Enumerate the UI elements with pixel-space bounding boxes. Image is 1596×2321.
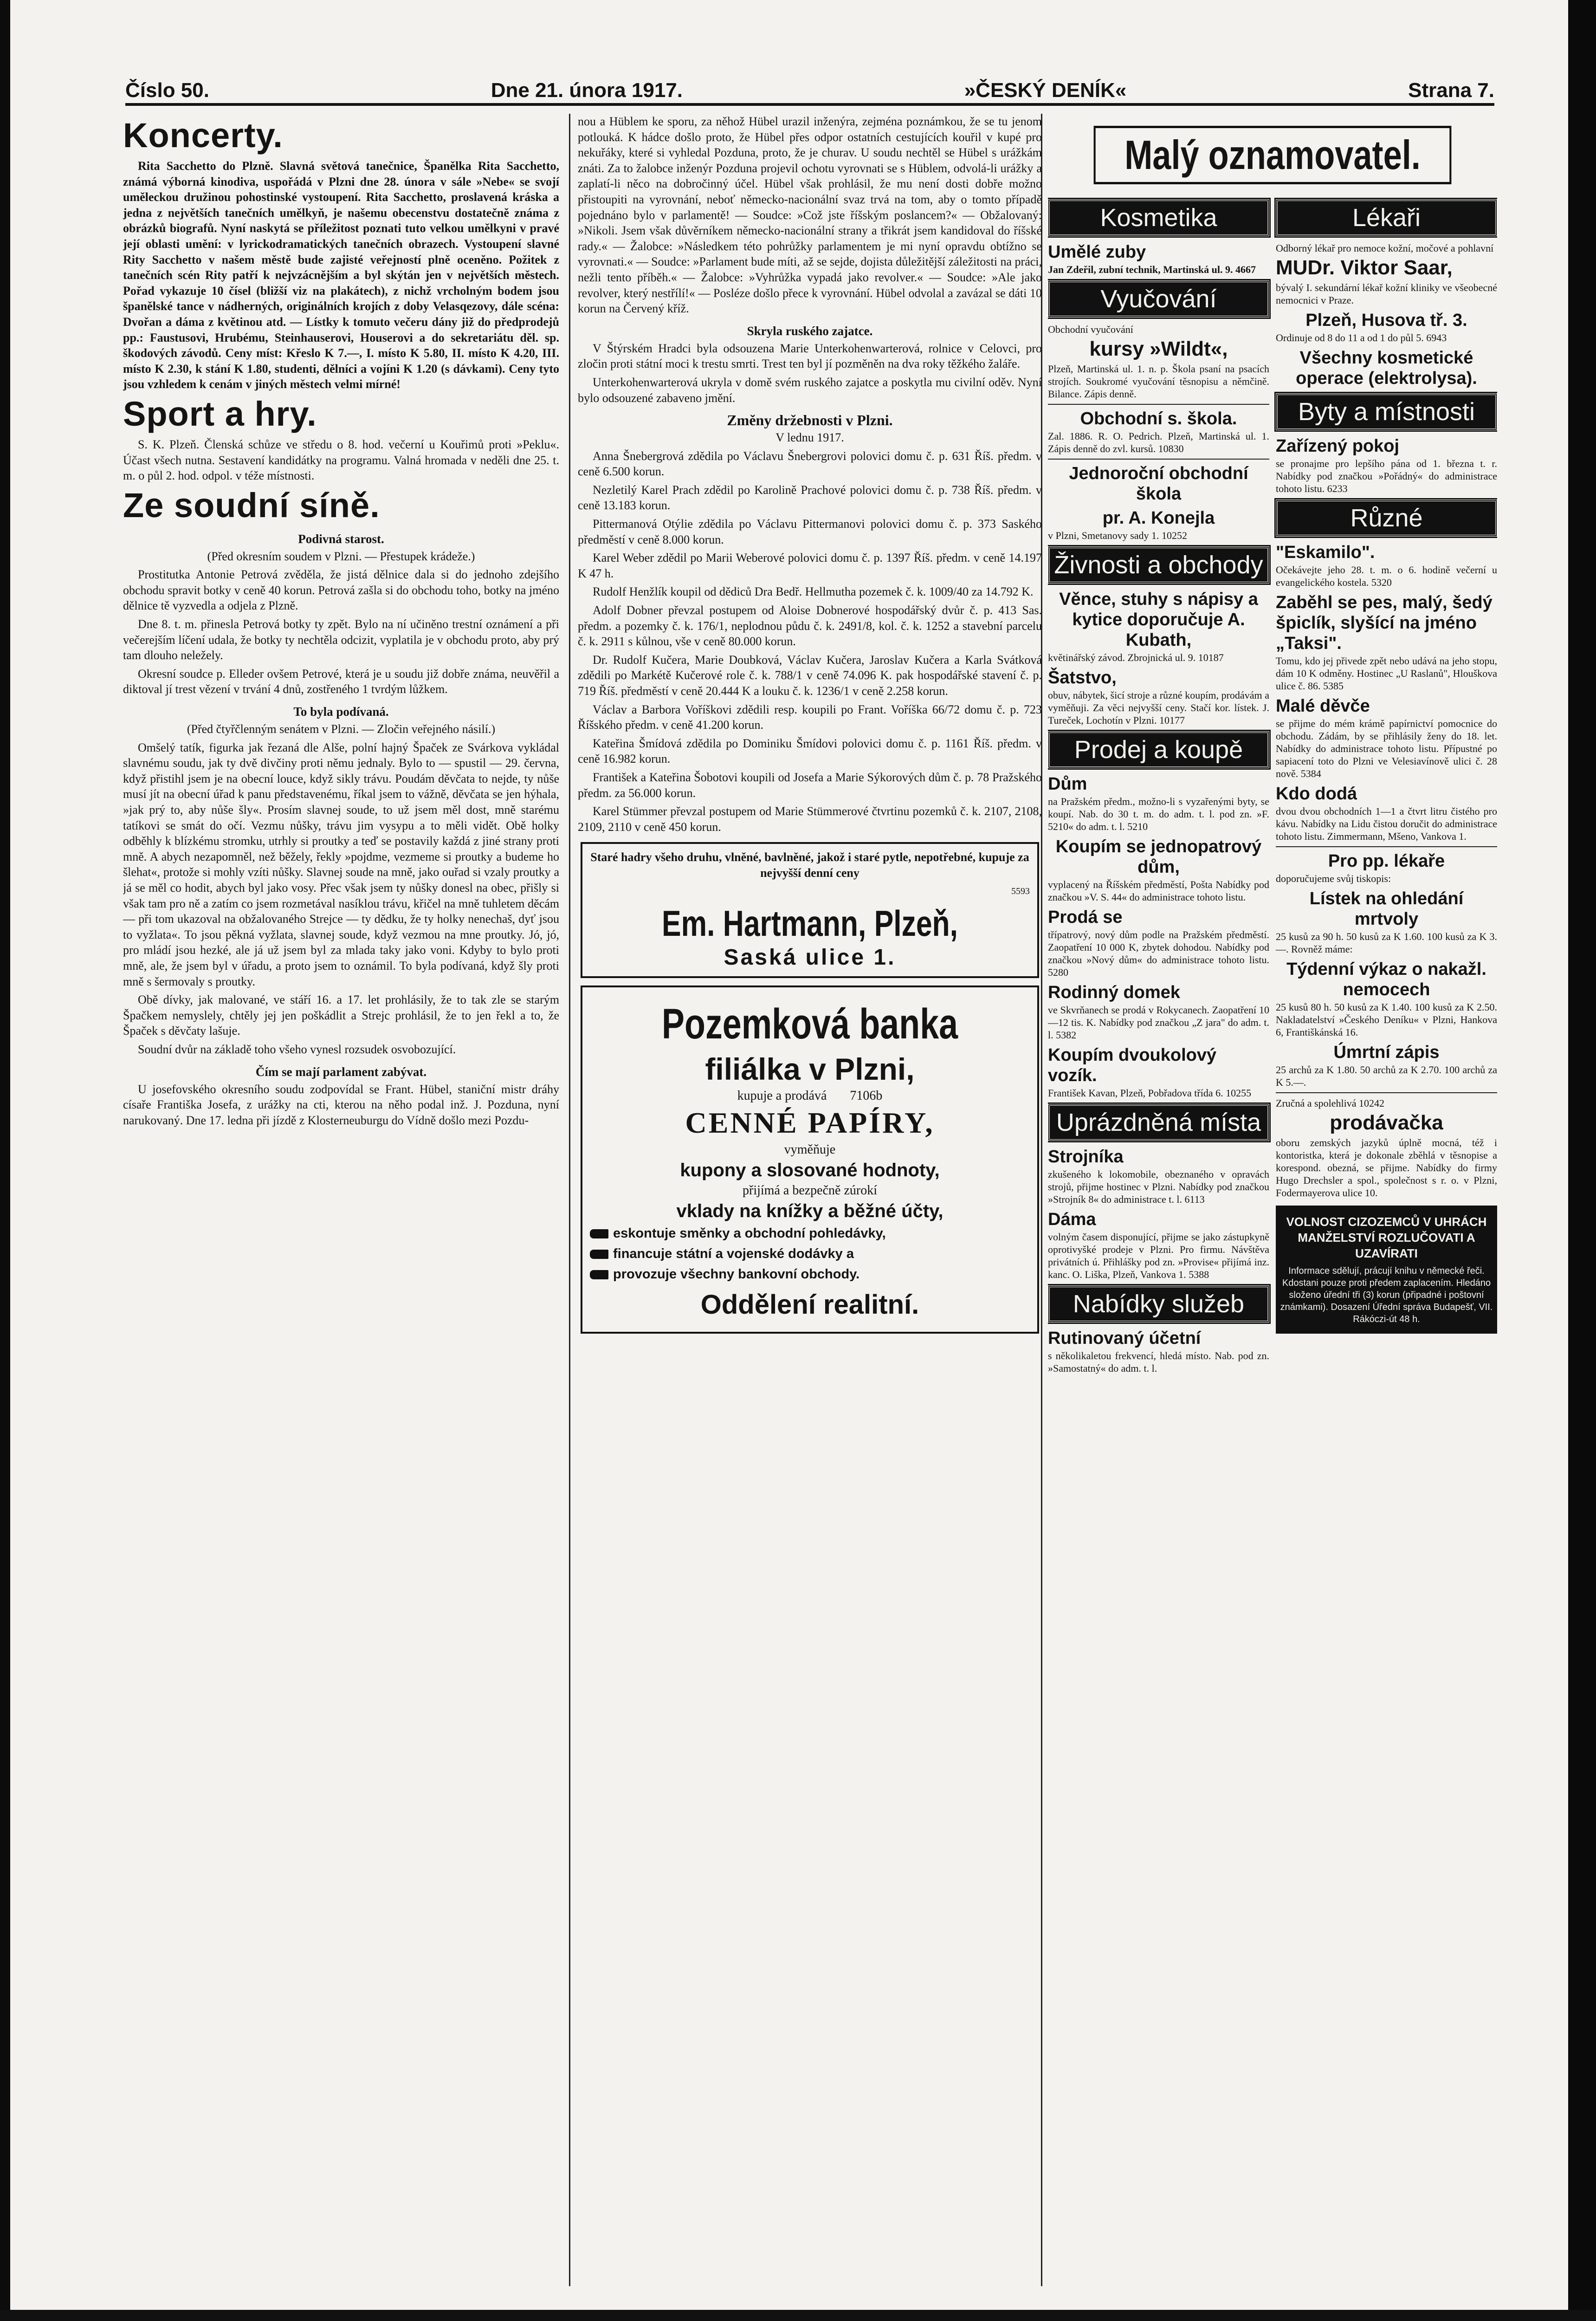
article-title: Změny držebnosti v Plzni. [727,412,893,429]
section-banner-ruzne: Různé [1276,499,1497,537]
ad-text: se přijme do mém krámě papírnictví pomocnice do obchodu. Zádám, by se přihlásily ženy do 18. let. Nabídky do administrace tohoto listu. Přípustné po sapiacení toto do Plzni ve Velesiavínově ulici č. 28 nově. 5384 [1276,718,1497,779]
pointing-hand-icon [590,1270,608,1279]
ad-text: volným časem disponující, přijme se jako zástupkyně oprotivyšké prodeje v Plzni. Pro firmu. Návštěva privátních ú. Přihlášky pod zn. »Provise« přijímá inz. kanc. O. Liška, Plzeň, Vankova 1. 5388 [1048,1231,1269,1280]
ad-heading: Koupím dvoukolový vozík. [1048,1045,1217,1085]
property-entry: Kateřina Šmídová zdědila po Dominiku Šmídovi polovici domu č. p. 1161 Říš. předm. v ceně 16.982 korun. [578,736,1042,766]
section-banner-uprazdnena: Uprázdněná místa [1048,1104,1269,1141]
page-number: Strana 7. [1408,79,1494,102]
sport-article: S. K. Plzeň. Členská schůze ve středu o 8. hod. večerní u Kouřimů proti »Peklu«. Účast všech nutna. Sestavení kandidátky na programu. Valná hromada v neděli dne 25. t. m. o půl 2. hod. odpol. v téže místnosti. [123,437,559,483]
ad-heading: Týdenní výkaz o nakažl. nemocech [1286,960,1486,999]
ad-text: na Pražském předm., možno-li s vyzařenými byty, se koupí. Nab. do 30 t. m. do adm. t. l. pod zn. »F. 5210« do adm. t. l. 5210 [1048,796,1269,832]
divorce-ad [1276,1206,1497,1334]
ad-heading: Kdo dodá [1276,784,1357,804]
ad-heading: Plzeň, Husova tř. 3. [1305,311,1467,330]
scan-bottom-edge [0,2310,1596,2321]
property-entry: Karel Stümmer převzal postupem od Marie Stümmerové čtvrtinu pozemků č. k. 2107, 2108, 2109, 2110 v ceně 450 korun. [578,804,1042,834]
property-entry: Anna Šnebergrová zdědila po Václavu Šnebergrovi polovici domu č. p. 631 Říš. předm. v ceně 6.500 korun. [578,449,1042,479]
ad-heading: Strojníka [1048,1147,1124,1167]
ad-heading: MUDr. Viktor Saar, [1276,256,1453,279]
bank-text: vyměňuje [784,1142,836,1157]
ad-heading: Jednoroční obchodní škola [1069,464,1248,504]
classifieds-left [1048,194,1269,1376]
ad-text: v Plzni, Smetanovy sady 1. 10252 [1048,530,1188,541]
bank-securities: CENNÉ PAPÍRY, [685,1106,935,1140]
ad-heading: Šatstvo, [1048,668,1117,687]
ad-text: oboru zemských jazyků úplně mocná, též i kontoristka, která je dokonale zběhlá v těsnopise a korespond. obezná, se přijme. Nabídky do firmy Hugo Drechsler a spol., společnost s r. o. v Plzni, Fodermayerova ulice 10. [1276,1137,1497,1199]
article-title: Čím se mají parlament zabývat. [255,1064,427,1079]
issue-number: Číslo 50. [125,79,209,102]
ad-text: František Kavan, Plzeň, Pobřadova třída 6. 10255 [1048,1087,1252,1099]
property-entry: Václav a Barbora Voříškovi zdědili resp. koupili po Frant. Voříška 66/72 domu č. p. 723 Říšského předm. v ceně 41.200 korun. [578,702,1042,732]
section-banner-kosmetika: Kosmetika [1048,199,1269,236]
newspaper-name: »ČESKÝ DENÍK« [964,79,1127,102]
article-subtitle: (Před okresním soudem v Plzni. — Přestupek krádeže.) [207,549,475,563]
ad-heading: Dáma [1048,1210,1096,1229]
property-entry: Adolf Dobner převzal postupem od Aloise Dobnerové hospodářský dvůr č. p. 413 Sas. předm. a pozemky č. k. 176/1, neplodnou půdu č. k. 2491/8, kol. č. k. 1252 a stavební parcelu č. k. 2911 s kůlnou, vše v ceně 80.000 korun. [578,603,1042,648]
ad-text: Ordinuje od 8 do 11 a od 1 do půl 5. 6943 [1276,332,1447,344]
ad-text: Zručná a spolehlivá 10242 [1276,1097,1384,1109]
ad-heading: Všechny kosmetické operace (elektrolysa). [1296,348,1477,388]
scan-left-edge [0,0,10,2321]
section-banner-zivnosti: Živnosti a obchody [1048,546,1269,583]
ad-divider [1048,459,1269,460]
ad-heading: Rutinovaný účetní [1048,1329,1201,1348]
ad-text: Tomu, kdo jej přivede zpět nebo udává na jeho stopu, dám 10 K odměny. Hostinec „U Raslanů", Hlouškova ulice č. 86. 5385 [1276,655,1497,692]
article-paragraph: Unterkohenwarterová ukryla v domě svém ruského zajatce a poskytla mu civilní oděv. Nyní bylo odsouzené zabaveno jmění. [578,375,1042,405]
ad-text: Očekávejte jeho 28. t. m. o 6. hodině večerní u evangelického kostela. 5320 [1276,564,1497,588]
ad-divider [1276,1092,1497,1093]
ad-heading: Věnce, stuhy s nápisy a kytice doporučuje A. Kubath, [1059,590,1258,650]
article-paragraph: Obě dívky, jak malované, ve stáří 16. a 17. let prohlásily, že to tak zle se starým Špačkem nemyslely, chtěly jej jen poškádlit a Strejc prohlásil, že to jen řekl a to, že Špaček s děvčaty lašuje. [123,993,559,1038]
column-rule-1 [569,114,570,2286]
soud-heading: Ze soudní síně. [123,486,380,525]
article-paragraph: V Štýrském Hradci byla odsouzena Marie Unterkohenwarterová, rolnice v Celovci, pro zločin proti státní moci k trestu smrti. Trest ten byl jí pozměněn na dva roky těžkého žaláře. [578,341,1042,371]
ad-text: zkušeného k lokomobile, obeznaného v opravách strojů, přijme hostinec v Plzni. Nabídky pod značkou »Strojník 8« do administrace t. l. 6113 [1048,1168,1269,1205]
article-subtitle: V lednu 1917. [775,431,844,445]
issue-date: Dne 21. února 1917. [491,79,683,102]
ad-text: květinářský závod. Zbrojnická ul. 9. 10187 [1048,652,1224,663]
divorce-ad-heading: VOLNOST CIZOZEMCŮ V UHRÁCH MANŽELSTVÍ ROZLUČOVATI A UZAVÍRATI [1286,1215,1487,1260]
ad-heading: Úmrtní zápis [1333,1043,1440,1062]
scan-right-edge [1568,0,1596,2321]
article-paragraph: Omšelý tatík, figurka jak řezaná dle Alše, polní hajný Špaček ze Svárkova vykládal slavnému soudu, jak ty dvě divčiny proti němu jednaly. Bylo to — spustil — 29. června, když přistihl jsem je na obecní louce, když sikly trávu. Poudám děvčata to nejde, ty nůše musí jít na obecní úřad k panu představenému, říkal jsem to vážně, děvčata se jen hýhala, »jak prý to, aby nůše šly«. Prosím slavnej soude, to už jsem měl dost, mně starému tatíkovi se smát do očí. Vezmu nůšky, trávu jim vysypu a to měli vidět. Obě holky odběhly k blízkému stromku, utrhly si proutky a teď se postavily každá z jiné strany proti mně. A abych nezapomněl, než běžely, řekly »pojdme, vezmeme si proutky a budeme ho šlehat«, protože si mohly vzíti nůšky. Slavnej soude na mně, jako ouřad si vzaly proutky a já se měl co hodit, abych byl jako vosy. Přec však jsem ty nůšky donesl na obec, přišly si však tam pro ně a zatím co jsem rozmetával nasíklou trávu, křičel na mně tuhletem děcám — při tom ukazoval na obžalovaného Strejce — ty dědku, že ty holky nenechaš, dyť jsou to vyžlata«. To jsou pěkná vyžlata, slavnej soude, když vezmou na mne proutky. Jó, jó, pro mládí jsou hezké, ale já už jsem byl za mlada taky jako voni. Kdyby to bylo proti mně, ale, že jsem byl v úřadu, a proto jsem to oznámil. To byla podívaná, když šly proti mně s šermovaly s proutky. [123,740,559,988]
divorce-ad-text: Informace sdělují, prácují knihu v německé řeči. Kdostani pouze proti předem zaplacením. Hledáno složeno úřední tři (3) korun (připadné i poštovní známkami). Dosazení Úřední správa Budapešť, VII. Rákóczi-út 48 h. [1280,1266,1493,1324]
article-paragraph: Soudní dvůr na základě toho všeho vynesl rozsudek osvobozující. [138,1042,456,1056]
pointing-hand-icon [590,1250,608,1259]
ad-text: Zal. 1886. R. O. Pedrich. Plzeň, Martinská ul. 1. Zápis denně do zvl. kursů. 10830 [1048,430,1269,454]
ad-text: Obchodní vyučování [1048,324,1133,335]
page-header [125,70,1494,102]
ad-text: Plzeň, Martinská ul. 1. n. p. Škola psaní na psacích strojích. Soukromé vyučování těsnopisu a němčině. Bilance. Zápis denně. [1048,363,1269,400]
bank-name: Pozemková banka [661,1000,958,1048]
section-banner-lekari: Lékaři [1276,199,1497,236]
section-banner-prodej: Prodej a koupě [1048,731,1269,768]
header-rule [125,103,1494,106]
property-entry: František a Kateřina Šobotovi koupili od Josefa a Marie Sýkorových dům č. p. 78 Pražského předm. za 56.000 korun. [578,770,1042,800]
ad-company: Em. Hartmann, Plzeň, [661,903,958,944]
ad-heading: Prodá se [1048,908,1123,927]
ad-text: 25 kusů 80 h. 50 kusů za K 1.40. 100 kusů za K 2.50. Nakladatelství »Českého Deníku« v Plzni, Hankova 6, Františkánská 16. [1276,1001,1497,1038]
ad-text: doporučujeme svůj tiskopis: [1276,873,1391,884]
ad-number: 5593 [1011,886,1030,896]
bank-ad [581,985,1039,1334]
bank-service: provozuje všechny bankovní obchody. [613,1267,860,1282]
bank-text: přijímá a bezpečně zúrokí [743,1183,877,1198]
ad-heading: Zaběhl se pes, malý, šedý špiclík, slyšící na jméno „Taksi". [1276,593,1493,653]
article-paragraph: Prostitutka Antonie Petrová zvěděla, že jistá dělnice dala si do jednoho zdejšího obchodu spravit botky v ceně 40 korun. Petrová zašla si do obchodu toho, botky na jméno dělnice tě vyzvedla a odjela z Plzně. [123,568,559,613]
ad-text: Odborný lékař pro nemoce kožní, močové a pohlavní [1276,242,1494,254]
ad-heading: Umělé zuby [1048,242,1146,262]
article-paragraph: nou a Hüblem ke sporu, za něhož Hübel urazil inženýra, zejména poznámkou, že se tu jenom potlouká. K hádce došlo proto, že Hübel přes odpor ostatních cestujících kouřil v kupé pro nekuřáky, které si vyhledal Pozduna, proto, že je churav. U soudu nechtěl se Hübel s urážkám znáti. Za to žalobce inženýr Pozduna projevil ochotu vyrovnati se s Hüblem, odvolá-li urážky a zaplatí-li něco na dobročinný účel. Hübel však prohlásil, že mu není dosti dobře možno přistoupiti na vyrovnání, neboť německo-nacionální svaz trvá na tom, aby o tomto případě pojednáno bylo v parlamentě! — Soudce: »Což jste říšským poslancem?« — Obžalovaný: »Nikoli. Jsem však důvěrníkem německo-nacionální strany a třikrát jsem kandidoval do říšské rady.« — Žalobce: »Následkem této pohrůžky parlamentem je mi nyní opravdu obtížno se vyrovnati.« — Soudce: »Parlament bude míti, až se sejde, dojista důležitější záležitosti na práci, nežli tento příběh.« — Žalobce: »Vyhrůžka vypadá jako revolver.« — Soudce: »Ale jako revolver, který nestřílí!« — Posléze došlo přece k vyrovnání. Hübel odvolal a zavázal se dáti 10 korun na Červený kříž. [578,115,1042,316]
article-paragraph: U josefovského okresního soudu zodpovídal se Frant. Hübel, staniční mistr dráhy císaře Františka Josefa, z urážky na cti, kterou na něho podal inž. J. Pozduna, nyní narukovaný. Dne 17. ledna při jízdě z Klosterneuburgu do Vídně došlo mezi Pozdu- [123,1082,559,1127]
ad-text: bývalý I. sekundární lékař kožní kliniky ve všeobecné nemocnici v Praze. [1276,282,1497,306]
pointing-hand-icon [590,1229,608,1238]
bank-deposits: vklady na knížky a běžné účty, [676,1201,943,1222]
ad-text: vyplacený na Říšském předměstí, Pošta Nabídky pod značkou »V. S. 44« do administrace tohoto listu. [1048,879,1269,903]
ad-heading: Zařízený pokoj [1276,436,1400,456]
ad-text: dvou dvou obchodních 1—1 a čtvrt litru čistého pro kávu. Nabídky na Lidu čistou doručit do administrace tohoto listu. Zimmermann, Mšeno, Vankova 1. [1276,805,1497,842]
property-entry: Nezletilý Karel Prach zdědil po Karolině Prachové polovici domu č. p. 738 Říš. předm. v ceně 13.183 korun. [578,483,1042,512]
classifieds-right [1276,194,1497,1376]
koncerty-article: Rita Sacchetto do Plzně. Slavná světová tanečnice, Španělka Rita Sacchetto, známá výborná kinodiva, uspořádá v Plzni dne 28. února v sále »Nebe« se svojí uměleckou družinou pohostinské vystoupení. Rita Sacchetto, proslavená kráska a jedna z největších tanečních umělkyň, je našemu obecenstvu dostatečně známa z obrázků biografů. Nyní naskytá se příležitost poznati tuto velkou umělkyni v pravé její oblasti umění: v lyrickodramatických tanečních obrazech. Vystoupení slavné Rity Sacchetto v našem městě bude zajisté veřejností plně oceněno. Požitek z tanečních scén Rity patří k nejvzácnějším a byl skýtán jen v největších městech. Pořad vykazuje 10 čísel (bližší viz na plakátech), z nichž vrcholným bodem jsou španělské tance v nádherných, originálních krojích z doby Velasqezovy, dále scéna: Dvořan a dáma z květinou atd. — Lístky k tomuto večeru dány již do předprodejů pp.: Faustusovi, Hrubému, Steinhauserovi, Houserovi a do sekretariátu děl. sp. škodových závodů. Ceny míst: Křeslo K 7.—, I. místo K 5.80, II. místo K 4.20, III. místo K 2.30, k stání K 1.80, studenti, dělníci a vojíni K 1.20 (s dávkami). Ceny tyto jsou vzhledem k cenám v jiných městech velmi mírné! [123,159,559,391]
property-entry: Karel Weber zdědil po Marii Weberové polovici domu č. p. 1397 Říš. předm. v ceně 14.197 K 47 h. [578,551,1042,580]
article-subtitle: (Před čtyřčlenným senátem v Plzni. — Zločin veřejného násilí.) [187,722,496,736]
hartmann-ad [581,842,1039,978]
article-title: To byla podívaná. [293,705,389,719]
bank-branch: filiálka v Plzni, [705,1052,915,1087]
bank-coupons: kupony a slosované hodnoty, [680,1160,940,1181]
ad-heading: Lístek na ohledání mrtvoly [1309,889,1464,929]
ad-text: 25 kusů za 90 h. 50 kusů za K 1.60. 100 kusů za K 3.—. Rovněž máme: [1276,931,1497,955]
bank-service: financuje státní a vojenské dodávky a [613,1246,854,1262]
ad-heading: Obchodní s. škola. [1080,409,1237,428]
ad-text: ve Skvrňanech se prodá v Rokycanech. Zaopatření 10—12 tis. K. Nabídky pod značkou „Z jara" do adm. t. l. 5382 [1048,1004,1269,1041]
ad-heading: Malé děvče [1276,696,1370,716]
property-entry: Dr. Rudolf Kučera, Marie Doubková, Václav Kučera, Jaroslav Kučera a Karla Svátková zdědili po Markétě Kučerové role č. k. 788/1 v ceně 74.096 K. pak hospodářské stavení č. p. 719 Říš. předměstí v ceně 20.444 K a louku č. k. 1236/1 v ceně 2.258 korun. [578,653,1042,698]
ad-divider [1276,846,1497,847]
article-title: Skryla ruského zajatce. [747,324,873,338]
column-3-classifieds [1048,114,1497,2286]
column-1 [123,114,559,2286]
ad-heading: Koupím se jednopatrový dům, [1055,837,1262,877]
article-title: Podivná starost. [298,532,384,546]
property-entry: Rudolf Henžlík koupil od dědiců Dra Bedř. Hellmutha pozemek č. k. 1009/40 za 14.792 K. [593,585,1034,599]
ad-heading: Pro pp. lékaře [1328,851,1445,871]
article-paragraph: Dne 8. t. m. přinesla Petrová botky ty zpět. Bylo na ní učiněno trestní oznámení a při večerejším líčení udala, že botky ty nechtěla odcizit, vyplatila je v obchodu proto, aby prý tam dlouho neležely. [123,617,559,662]
bank-real-estate: Oddělení realitní. [700,1290,919,1320]
ad-text: Jan Zdeřil, zubní technik, Martinská ul. 9. 4667 [1048,264,1256,275]
koncerty-heading: Koncerty. [123,116,283,155]
ad-text: 25 archů za K 1.80. 50 archů za K 2.70. 100 archů za K 5.—. [1276,1064,1497,1088]
bank-service: eskontuje směnky a obchodní pohledávky, [613,1226,886,1241]
ad-text: třípatrový, nový dům podle na Pražském předměstí. Zaopatření 10 000 K, zbytek dohodou. Nabídky pod značkou »Nový dům« do administrace tohoto listu. 5280 [1048,929,1269,978]
classifieds-title: Malý oznamovatel. [1094,126,1452,184]
section-banner-nabidky: Nabídky služeb [1048,1285,1269,1323]
ad-heading: Dům [1048,774,1087,794]
ad-text: obuv, nábytek, šicí stroje a různé koupím, prodávám a vyměňuji. Za věci nejvyšší ceny. Stačí kor. lístek. J. Tureček, Lochotín v Plzni. 10177 [1048,689,1269,726]
sport-heading: Sport a hry. [123,394,317,433]
ad-heading: "Eskamilo". [1276,543,1375,562]
property-entry: Pittermanová Otýlie zdědila po Václavu Pittermanovi polovici domu č. p. 373 Saského předměstí v ceně 8.000 korun. [578,517,1042,546]
ad-divider [1048,404,1269,405]
ad-heading: Rodinný domek [1048,983,1181,1002]
section-banner-byty: Byty a místnosti [1276,393,1497,430]
bank-text: kupuje a prodává [737,1089,827,1103]
column-2 [578,114,1042,2286]
ad-address: Saská ulice 1. [724,945,896,970]
ad-text: Staré hadry všeho druhu, vlněné, bavlněné, jakož i staré pytle, nepotřebné, kupuje za nejvyšší denní ceny [590,850,1029,880]
section-banner-vyucovani: Vyučování [1048,280,1269,318]
bank-ad-number: 7106b [850,1089,883,1103]
article-paragraph: Okresní soudce p. Elleder ovšem Petrové, která je u soudu již dobře známa, neuvěřil a diktoval jí trest vězení v trvání 4 dnů, zostřeného 1 tvrdým lůžkem. [123,667,559,696]
ad-text: se pronajme pro lepšího pána od 1. března t. r. Nabídky pod značkou »Pořádný« do administrace tohoto listu. 6233 [1276,458,1497,494]
ad-text: s několikaletou frekvencí, hledá místo. Nab. pod zn. »Samostatný« do adm. t. l. [1048,1350,1269,1374]
ad-heading: prodávačka [1330,1111,1443,1134]
ad-heading: kursy »Wildt«, [1089,337,1228,360]
ad-heading: pr. A. Konejla [1102,508,1215,528]
